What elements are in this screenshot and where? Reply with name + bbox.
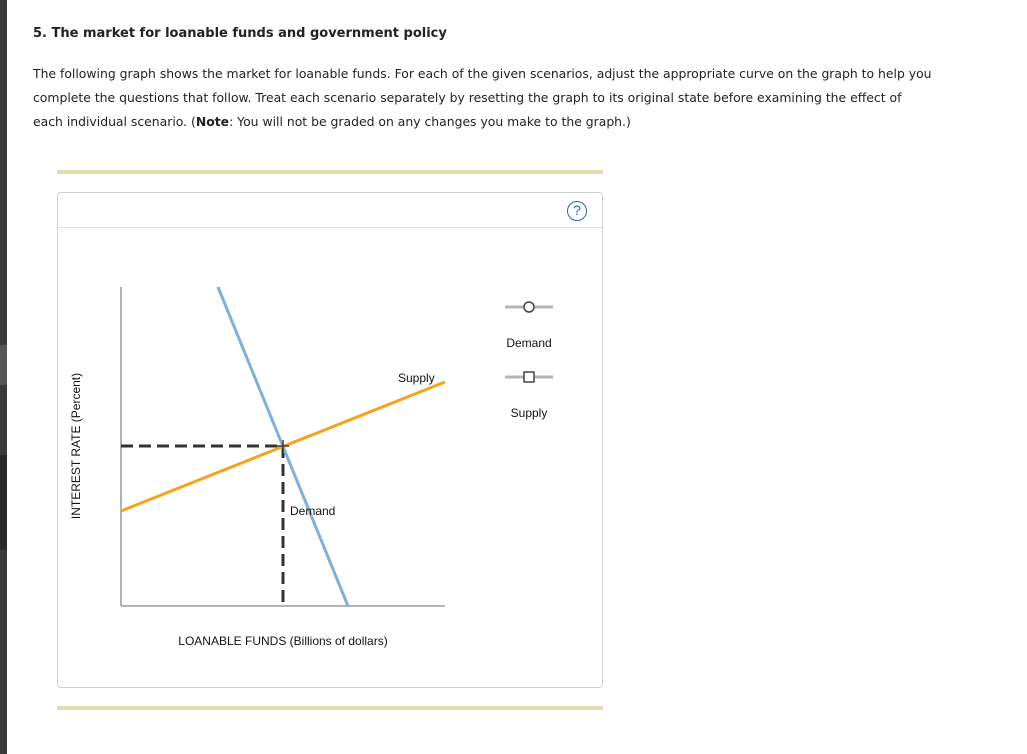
prompt-note-text: : You will not be graded on any changes you make to the graph.)	[229, 114, 631, 129]
x-axis-label: LOANABLE FUNDS (Billions of dollars)	[178, 634, 388, 648]
palette-demand-label: Demand	[506, 336, 552, 350]
supply-curve-label: Supply	[398, 371, 435, 385]
y-axis-label: INTEREST RATE (Percent)	[69, 372, 83, 520]
left-edge-segment	[0, 455, 7, 550]
loanable-funds-graph	[58, 193, 602, 687]
palette-supply-tool[interactable]	[505, 372, 553, 420]
demand-curve-label: Demand	[290, 504, 336, 518]
circle-marker-icon	[524, 302, 534, 312]
square-marker-icon	[524, 372, 534, 382]
top-divider	[57, 170, 603, 174]
prompt-main-text: The following graph shows the market for loanable funds. For each of the given scenarios, adjust the appropriate curve on the graph to help you complete the questions that follow. Treat each scenario separately by resetting the graph to its original state before examining the effect of each individual scenario. (	[33, 66, 932, 129]
bottom-divider	[57, 706, 603, 710]
palette-supply-label: Supply	[510, 406, 548, 420]
graph-panel	[57, 192, 603, 688]
left-edge-segment	[0, 345, 7, 385]
palette-demand-tool[interactable]	[505, 302, 553, 350]
question-prompt	[33, 62, 933, 134]
question-title: 5. The market for loanable funds and government policy	[33, 26, 447, 41]
left-edge-bar	[0, 0, 7, 754]
prompt-note-label: Note	[195, 114, 230, 129]
help-button[interactable]: ?	[567, 201, 587, 221]
